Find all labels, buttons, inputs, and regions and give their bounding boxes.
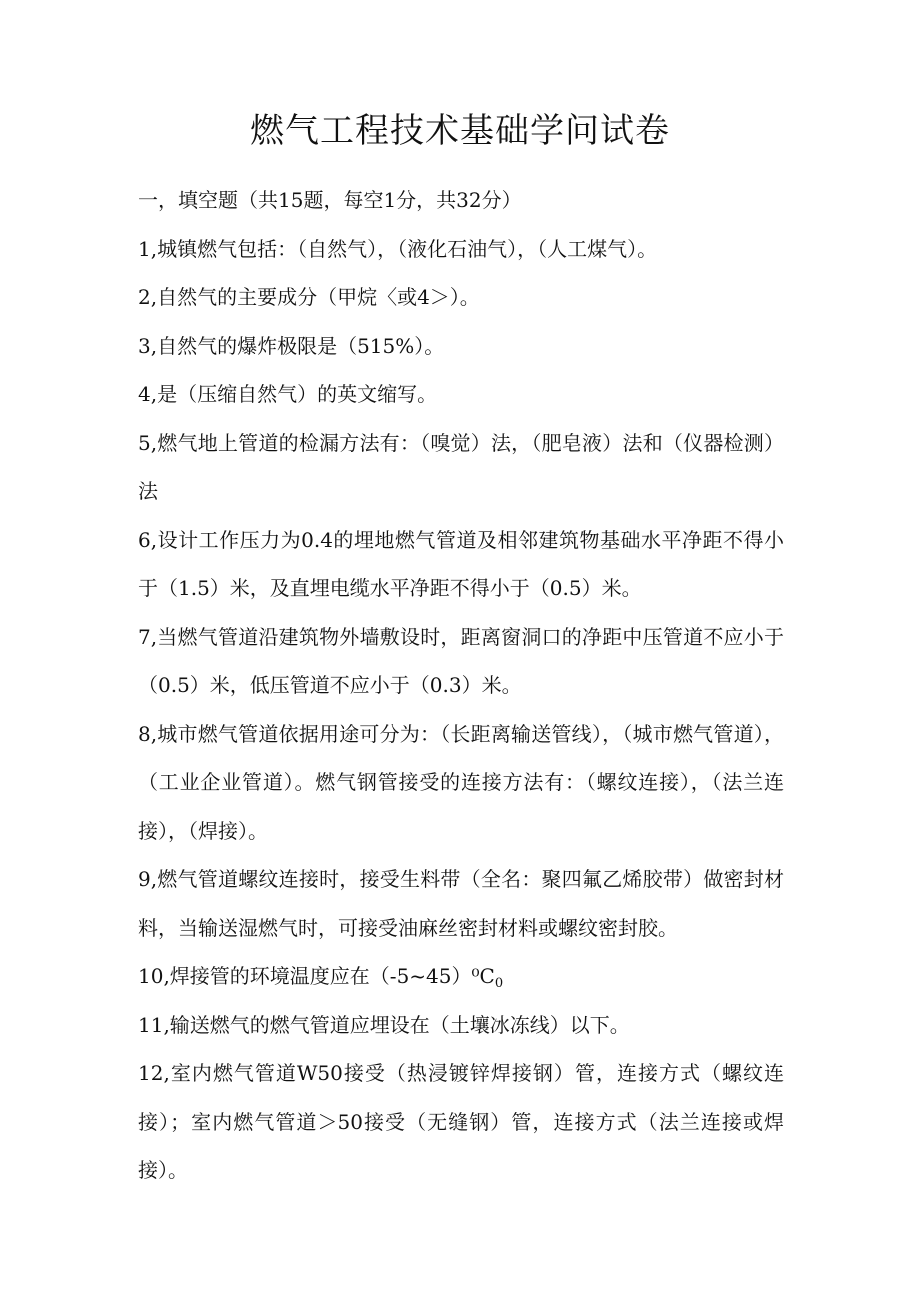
question-10 [138, 952, 784, 1001]
question-2: 2,自然气的主要成分（甲烷〈或4＞）。 [138, 285, 480, 309]
document-body [138, 176, 784, 1195]
question-10-text: 10,焊接管的环境温度应在（-5~45）⁰C [138, 964, 495, 988]
question-8: 8,城市燃气管道依据用途可分为：（长距离输送管线），（城市燃气管道），（工业企业管道）。燃气钢管接受的连接方法有：（螺纹连接），（法兰连接），（焊接）。 [138, 721, 784, 843]
question-6: 6,设计工作压力为0.4的埋地燃气管道及相邻建筑物基础水平净距不得小于（1.5）米，及直埋电缆水平净距不得小于（0.5）米。 [138, 527, 784, 600]
document-title: 燃气工程技术基础学问试卷 [250, 111, 670, 151]
question-9: 9,燃气管道螺纹连接时，接受生料带（全名：聚四氟乙烯胶带）做密封材料，当输送湿燃气时，可接受油麻丝密封材料或螺纹密封胶。 [138, 867, 784, 940]
question-10-subscript: 0 [494, 976, 504, 991]
question-1: 1,城镇燃气包括：（自然气），（液化石油气），（人工煤气）。 [138, 236, 658, 261]
question-5: 5,燃气地上管道的检漏方法有：（嗅觉）法，（肥皂液）法和（仪器检测）法 [138, 430, 784, 503]
section-heading: 一，填空题（共15题，每空1分，共32分） [138, 188, 522, 212]
question-12: 12,室内燃气管道W50接受（热浸镀锌焊接钢）管，连接方式（螺纹连接）；室内燃气管道＞50接受（无缝钢）管，连接方式（法兰连接或焊接）。 [138, 1061, 784, 1182]
question-7: 7,当燃气管道沿建筑物外墙敷设时，距离窗洞口的净距中压管道不应小于（0.5）米，低压管道不应小于（0.3）米。 [138, 624, 784, 697]
question-3: 3,自然气的爆炸极限是（515%）。 [138, 333, 445, 358]
question-4: 4,是（压缩自然气）的英文缩写。 [138, 382, 438, 406]
question-11: 11,输送燃气的燃气管道应埋设在（土壤冰冻线）以下。 [138, 1012, 630, 1037]
